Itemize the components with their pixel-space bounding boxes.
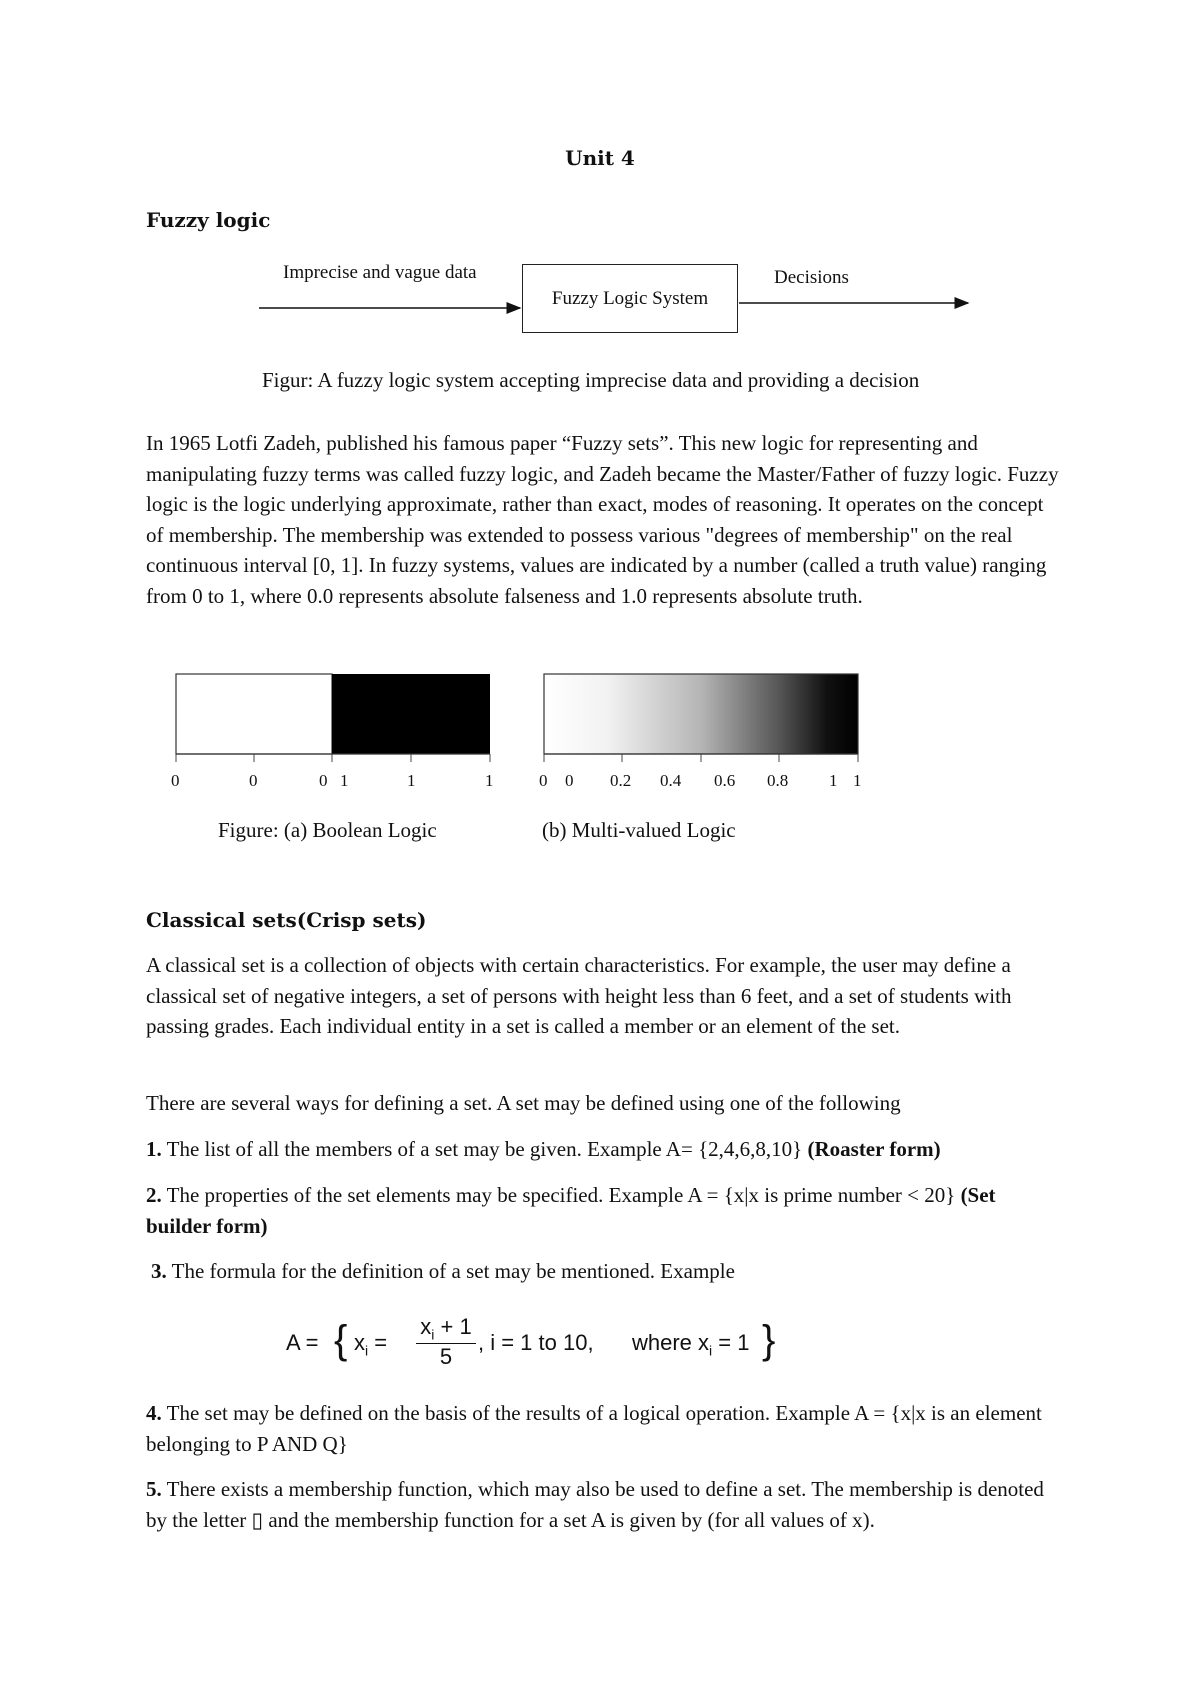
- boolean-tick-label: 1: [407, 771, 416, 790]
- intro-paragraph: In 1965 Lotfi Zadeh, published his famous paper “Fuzzy sets”. This new logic for representing and manipulating fuzzy terms was called fuzzy logic, and Zadeh became the Master/Father of fuzzy logic. Fuzzy logic is the logic underlying approximate, rather than exact, modes of reasoning. It operates on the concept of membership. The membership was extended to possess various "degrees of membership" on the real continuous interval [0, 1]. In fuzzy systems, values are indicated by a number (called a truth value) ranging from 0 to 1, where 0.0 represents absolute falseness and 1.0 represents absolute truth.: [146, 431, 1059, 608]
- formula-range: , i = 1 to 10,: [478, 1330, 594, 1355]
- multi-tick-label: 1: [853, 771, 862, 790]
- boolean-tick-label: 0: [319, 771, 328, 790]
- list-item-number: 5.: [146, 1477, 162, 1501]
- multi-tick-label: 0.2: [610, 771, 632, 790]
- multi-tick-label: 0.8: [767, 771, 789, 790]
- multi-tick-label: 0: [565, 771, 574, 790]
- output-label: Decisions: [774, 267, 849, 288]
- left-brace-icon: {: [334, 1318, 348, 1362]
- list-item-5: [146, 1474, 1064, 1535]
- list-item-number: 4.: [146, 1401, 162, 1425]
- list-item-text: There exists a membership function, which may also be used to define a set. The membership is denoted by the letter ▯ and the membership function for a set A is given by (for all values of x).: [146, 1477, 1044, 1532]
- section-heading-fuzzy-logic: Fuzzy logic: [146, 208, 271, 232]
- list-item-text: The list of all the members of a set may be given. Example A= {2,4,6,8,10}: [161, 1137, 808, 1161]
- formula-where: where $x_i = 1$: [632, 1330, 750, 1359]
- boolean-tick-label: 1: [485, 771, 494, 790]
- formula-lhs: A =: [286, 1330, 319, 1355]
- right-brace-icon: }: [762, 1318, 776, 1362]
- multi-tick-label: 1: [829, 771, 838, 790]
- figure-caption-1: Figur: A fuzzy logic system accepting imprecise data and providing a decision: [262, 368, 920, 392]
- multi-tick-label: 0.6: [714, 771, 736, 790]
- formula-denominator: 5: [439, 1344, 453, 1370]
- list-item-2: [146, 1180, 1064, 1241]
- list-item-bold-term: (Set builder form): [146, 1183, 996, 1238]
- classical-paragraph-1: A classical set is a collection of objects with certain characteristics. For example, the user may define a classical set of negative integers, a set of persons with height less than 6 feet, and a set of students with passing grades. Each individual entity in a set is called a member or an element of the set.: [146, 953, 1012, 1038]
- classical-paragraph-2: There are several ways for defining a set. A set may be defined using one of the following: [146, 1091, 901, 1115]
- list-item-3: [151, 1256, 1069, 1287]
- list-item-number: 3.: [151, 1259, 167, 1283]
- section-heading-classical-sets: Classical sets(Crisp sets): [146, 908, 427, 932]
- list-item-number: 2.: [146, 1183, 162, 1207]
- list-item-text: The formula for the definition of a set may be mentioned. Example: [166, 1259, 735, 1283]
- list-item-text: The properties of the set elements may be specified. Example A = {x|x is prime number < 20}: [161, 1183, 961, 1207]
- figure-caption-2a: Figure: (a) Boolean Logic: [218, 818, 437, 842]
- boolean-tick-label: 1: [340, 771, 349, 790]
- list-item-bold-term: (Roaster form): [807, 1137, 941, 1161]
- multivalued-gradient-region: [544, 674, 858, 754]
- figure-caption-2b: (b) Multi-valued Logic: [542, 818, 736, 842]
- formula-numerator: $x_i + 1$: [416, 1314, 476, 1344]
- page-title: Unit 4: [565, 146, 635, 170]
- set-formula: [286, 1314, 806, 1378]
- boolean-tick-label: 0: [249, 771, 258, 790]
- list-item-text: The set may be defined on the basis of the results of a logical operation. Example A = {x|x is an element belonging to P AND Q}: [146, 1401, 1042, 1456]
- fuzzy-logic-system-box: Fuzzy Logic System: [522, 264, 738, 333]
- input-label: Imprecise and vague data: [283, 262, 477, 283]
- logic-bars: [0, 660, 1200, 790]
- multi-tick-label: 0.4: [660, 771, 682, 790]
- list-item-number: 1.: [146, 1137, 162, 1161]
- formula-x: $x_i$ =: [354, 1330, 388, 1359]
- boolean-black-region: [332, 674, 490, 754]
- formula-fraction: [416, 1314, 476, 1370]
- multi-tick-label: 0: [539, 771, 548, 790]
- list-item-4: [146, 1398, 1064, 1459]
- boolean-white-region: [176, 674, 332, 754]
- boolean-tick-label: 0: [171, 771, 180, 790]
- list-item-1: [146, 1134, 1064, 1165]
- logic-comparison-figure: [0, 660, 1200, 790]
